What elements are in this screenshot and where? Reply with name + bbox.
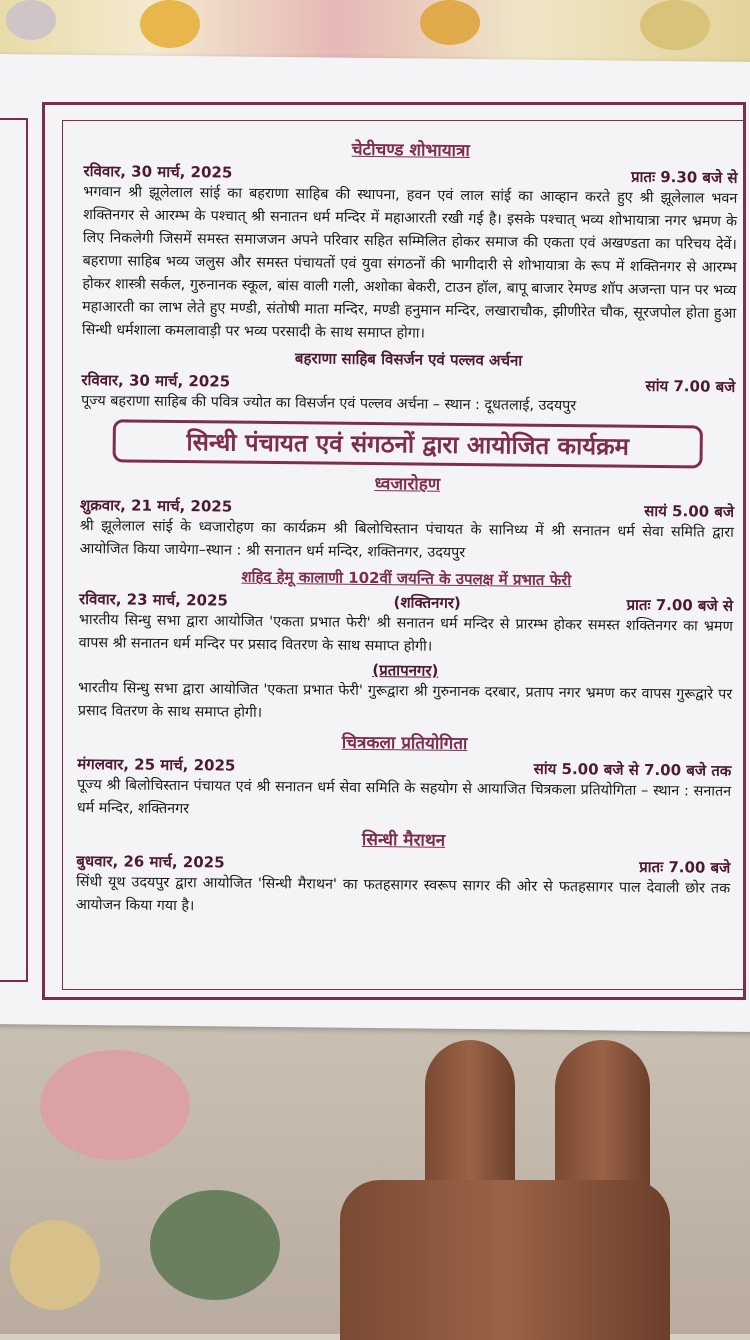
event-date: बुधवार, 26 मार्च, 2025 [76,851,225,872]
left-page-border [0,118,28,982]
fabric-background-bottom [0,1020,750,1334]
event-description: पूज्य बहराणा साहिब की पवित्र ज्योत का विसर्जन एवं पल्लव अर्चना – स्थान : दूधतलाई, उदयपुर [81,392,577,415]
section-heading-prabhat-pheri: शहिद हेमू कालाणी 102वीं जयन्ति के उपलक्ष में प्रभात फेरी [241,567,572,590]
event-place-shaktinagar: (शक्तिनगर) [393,593,461,612]
section-heading-chitrakala: चित्रकला प्रतियोगिता [341,732,468,755]
hand-palm [340,1180,670,1340]
event-date: रविवार, 23 मार्च, 2025 [78,589,228,610]
event-date: शुक्रवार, 21 मार्च, 2025 [79,495,233,516]
programs-banner [113,419,703,468]
event-description: सिंधी यूथ उदयपुर द्वारा आयोजित 'सिन्धी मैराथन' का फतहसागर स्वरूप सागर की ओर से फतहसागर पाल देवाली छोर तक आयोजन किया गया है। [75,873,731,915]
flower-pattern [10,1220,100,1310]
event-description: श्री झूलेलाल सांई के ध्वजारोहण का कार्यक्रम श्री बिलोचिस्तान पंचायत के सानिध्य में श्री सनातन धर्म सेवा समिति द्वारा आयोजित किया जायेगा–स्थान : श्री सनातन धर्म मन्दिर, शक्तिनगर, उदयपुर [79,517,734,562]
event-place-pratapnagar: (प्रतापनगर) [372,661,439,680]
flower-pattern [140,0,200,48]
event-description: भारतीय सिन्धु सभा द्वारा आयोजित 'एकता प्रभात फेरी' श्री सनातन धर्म मन्दिर से प्रारम्भ होकर समस्त शक्तिनगर का भ्रमण वापस श्री सनातन धर्म मन्दिर पर प्रसाद वितरण के साथ समाप्त होगी। [78,611,733,655]
pamphlet-content [76,130,738,924]
event-description: भगवान श्री झूलेलाल सांई का बहराणा साहिब की स्थापना, हवन एवं लाल सांई का आव्हान करते हुए श्री झूलेलाल भवन शक्तिनगर से आरम्भ के पश्चात् श्री सनातन धर्म मन्दिर में महाआरती रखी गई है। इसके पश्चात् भव्य शोभायात्रा नगर भ्रमण के लिए निकलेगी जिसमें समस्त समाजजन अपने परिवार सहित सम्मिलित होकर समाज की एकता एवं अखण्डता का परिचय देवें। बहराणा साहिब भव्य जलुस और समस्त पंचायतों एवं युवा संगठनों की भागीदारी से शोभायात्रा के रूप में शक्तिनगर से आरम्भ होकर शास्त्री सर्कल, गुरुनानक स्कूल, बांस वाली गली, अशोका बेकरी, टाउन हॉल, बापू बाजार रेमण्ड शॉप अजन्ता पान पर भव्य महाआरती का लाभ लेते हुए मण्डी, संतोषी माता मन्दिर, मण्डी हनुमान मन्दिर, लखाराचौक, झीणीरेत चौक, सूरजपोल होता हुआ सिन्धी धर्मशाला कमलावाड़ी पर भव्य परसादी के साथ समाप्त होगा। [81,183,738,342]
flower-pattern [150,1190,280,1300]
event-time: प्रातः 7.00 बजे [639,857,731,877]
section-heading-visarjan: बहराणा साहिब विसर्जन एवं पल्लव अर्चना [294,349,523,370]
event-date: रविवार, 30 मार्च, 2025 [81,370,231,391]
section-heading-shobhayatra: चेटीचण्ड शोभायात्रा [351,139,470,162]
section-heading-marathon: सिन्धी मैराथन [361,829,446,851]
event-description: भारतीय सिन्धु सभा द्वारा आयोजित 'एकता प्रभात फेरी' गुरूद्वारा श्री गुरुनानक दरबार, प्रताप नगर भ्रमण कर वापस गुरूद्वारे पर प्रसाद वितरण के साथ समाप्त होगी। [77,679,733,721]
event-date: मंगलवार, 25 मार्च, 2025 [77,754,236,775]
event-time: सांय 5.00 बजे से 7.00 बजे तक [533,759,732,780]
flower-pattern [420,0,480,45]
event-date: रविवार, 30 मार्च, 2025 [83,161,233,182]
banner-title: सिन्धी पंचायत एवं संगठनों द्वारा आयोजित कार्यक्रम [186,428,630,461]
flower-pattern [40,1050,190,1160]
section-heading-dhwajarohan: ध्वजारोहण [374,474,441,495]
event-time: सायं 5.00 बजे [644,501,735,521]
event-time: प्रातः 7.00 बजे से [626,595,734,615]
event-description: पूज्य श्री बिलोचिस्तान पंचायत एवं श्री सनातन धर्म सेवा समिति के सहयोग से आयाजित चित्रकला प्रतियोगिता – स्थान : सनातन धर्म मन्दिर, शक्तिनगर [76,776,732,818]
event-time: सांय 7.00 बजे [645,376,736,396]
flower-pattern [6,0,56,40]
event-time: प्रातः 9.30 बजे से [630,167,738,187]
flower-pattern [640,0,710,50]
